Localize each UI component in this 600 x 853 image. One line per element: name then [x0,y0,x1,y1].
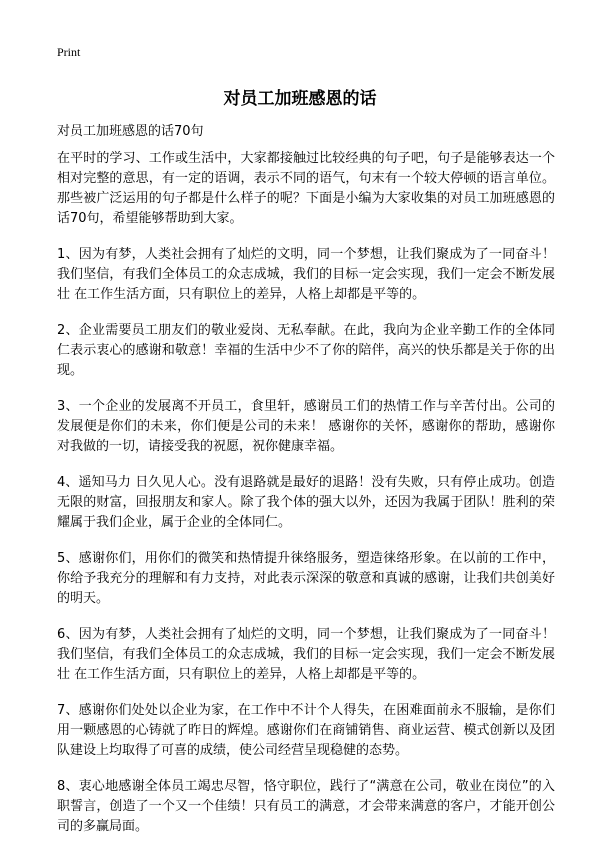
article-body [57,149,555,853]
list-item: 3、一个企业的发展离不开员工，食里轩，感谢员工们的热情工作与辛苦付出。公司的发展便是你们的未来，你们便是公司的未来！ 感谢你的关怀，感谢你的帮助，感谢你对我做的一切，请接受我的祝愿，祝你健康幸福。 [57,399,555,454]
list-item: 4、遥知马力 日久见人心。没有退路就是最好的退路！没有失败，只有停止成功。创造无限的财富，回报朋友和家人。除了我个体的强大以外，还因为我属于团队！胜利的荣耀属于我们企业，属于企业的全体同仁。 [57,475,555,530]
intro-paragraph: 在平时的学习、工作或生活中，大家都接触过比较经典的句子吧，句子是能够表达一个相对完整的意思，有一定的语调，表示不同的语气，句末有一个较大停顿的语言单位。那些被广泛运用的句子都是什么样子的呢？下面是小编为大家收集的对员工加班感恩的话70句，希望能够帮助到大家。 [57,151,555,226]
list-item: 1、因为有梦，人类社会拥有了灿烂的文明，同一个梦想，让我们聚成为了一同奋斗！我们坚信，有我们全体员工的众志成城，我们的目标一定会实现，我们一定会不断发展壮 在工作生活方面，只有职位上的差异，人格上却都是平等的。 [57,247,555,302]
page-title: 对员工加班感恩的话 [223,89,377,109]
article-subtitle: 对员工加班感恩的话70句 [57,124,204,139]
list-item: 7、感谢你们处处以企业为家，在工作中不计个人得失，在困难面前永不服输，是你们用一颗感恩的心铸就了昨日的辉煌。感谢你们在商铺销售、商业运营、模式创新以及团队建设上均取得了可喜的成绩，使公司经营呈现稳健的态势。 [57,703,555,758]
list-item: 5、感谢你们，用你们的微笑和热情提升徕络服务，塑造徕络形象。在以前的工作中，你给予我充分的理解和有力支持，对此表示深深的敬意和真诚的感谢，让我们共创美好的明天。 [57,551,555,606]
print-link[interactable]: Print [57,45,81,59]
list-item: 2、企业需要员工朋友们的敬业爱岗、无私奉献。在此，我向为企业辛勤工作的全体同仁表示衷心的感谢和敬意！幸福的生活中少不了你的陪伴，高兴的快乐都是关于你的出现。 [57,323,555,378]
list-item: 8、衷心地感谢全体员工竭忠尽智，恪守职位，践行了“满意在公司，敬业在岗位”的入职誓言，创造了一个又一个佳绩！只有员工的满意，才会带来满意的客户，才能开创公司的多赢局面。 [57,779,555,834]
list-item: 6、因为有梦，人类社会拥有了灿烂的文明，同一个梦想，让我们聚成为了一同奋斗！我们坚信，有我们全体员工的众志成城，我们的目标一定会实现，我们一定会不断发展壮 在工作生活方面，只有职位上的差异，人格上却都是平等的。 [57,627,555,682]
